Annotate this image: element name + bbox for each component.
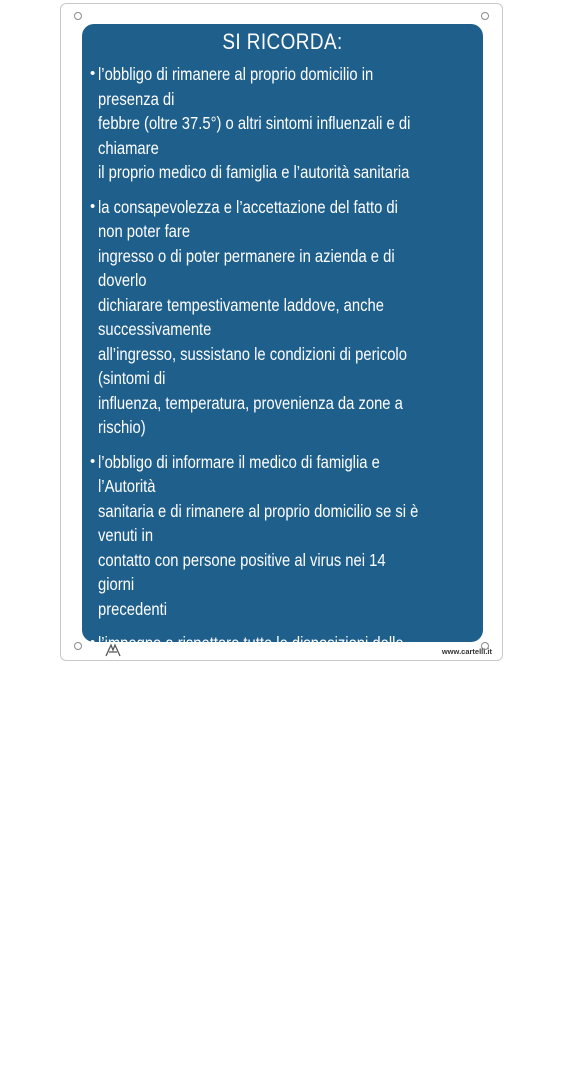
sign-footer: [61, 640, 502, 658]
reminder-list: [90, 62, 475, 1082]
bullet-icon: •: [90, 195, 98, 440]
list-item-text: la consapevolezza e l’accettazione del fatto di non poter fare ingresso o di poter permanere in azienda e di doverlo dichiarare tempestivamente laddove, anche successivamente all’ingresso, sussistano le condizioni di pericolo (sintomi di influenza, temperatura, provenienza da zone a rischio): [98, 195, 422, 440]
list-item-text: l’obbligo di rimanere al proprio domicilio in presenza di febbre (oltre 37.5°) o altri sintomi influenzali e di chiamare il proprio medico di famiglia e l’autorità sanitaria: [98, 62, 422, 185]
list-item-text: l’obbligo di informare il medico di famiglia e l’Autorità sanitaria e di rimanere al proprio domicilio se si è venuti in contatto con persone positive al virus nei 14 giorni precedenti: [98, 450, 422, 622]
mounting-hole-icon: [74, 12, 82, 20]
list-item: [90, 631, 475, 852]
manufacturer-logo-icon: [105, 642, 121, 658]
list-item: [90, 195, 475, 440]
website-label: www.cartelli.it: [442, 647, 492, 656]
list-item-text: l’impegno a rispettare tutte le disposizioni delle Autorità e del datore di lavoro nel fare accesso in azienda (in particolare, mantenere la distanza di sicurezza, osservare le regole di igiene delle mani e tenere comportamenti corretti sul piano dell’igiene): [98, 631, 422, 852]
list-item: [90, 450, 475, 622]
safety-sign: [60, 3, 503, 661]
sign-panel: [82, 24, 483, 642]
bullet-icon: •: [90, 862, 98, 1082]
list-item: [90, 62, 475, 185]
list-item: [90, 862, 475, 1082]
bullet-icon: •: [90, 450, 98, 622]
sign-title: SI RICORDA:: [117, 28, 448, 56]
list-item-text: l’impegno a informare tempestivamente e responsabilmente il datore di lavoro della presenza di qualsiasi sintomo influenzale durante l’espletamento della prestazione lavorativa, avendo cura di rimanere ad adeguata distanza dalle persone presenti: [98, 862, 422, 1082]
bullet-icon: •: [90, 62, 98, 185]
mounting-hole-icon: [481, 12, 489, 20]
bullet-icon: •: [90, 631, 98, 852]
